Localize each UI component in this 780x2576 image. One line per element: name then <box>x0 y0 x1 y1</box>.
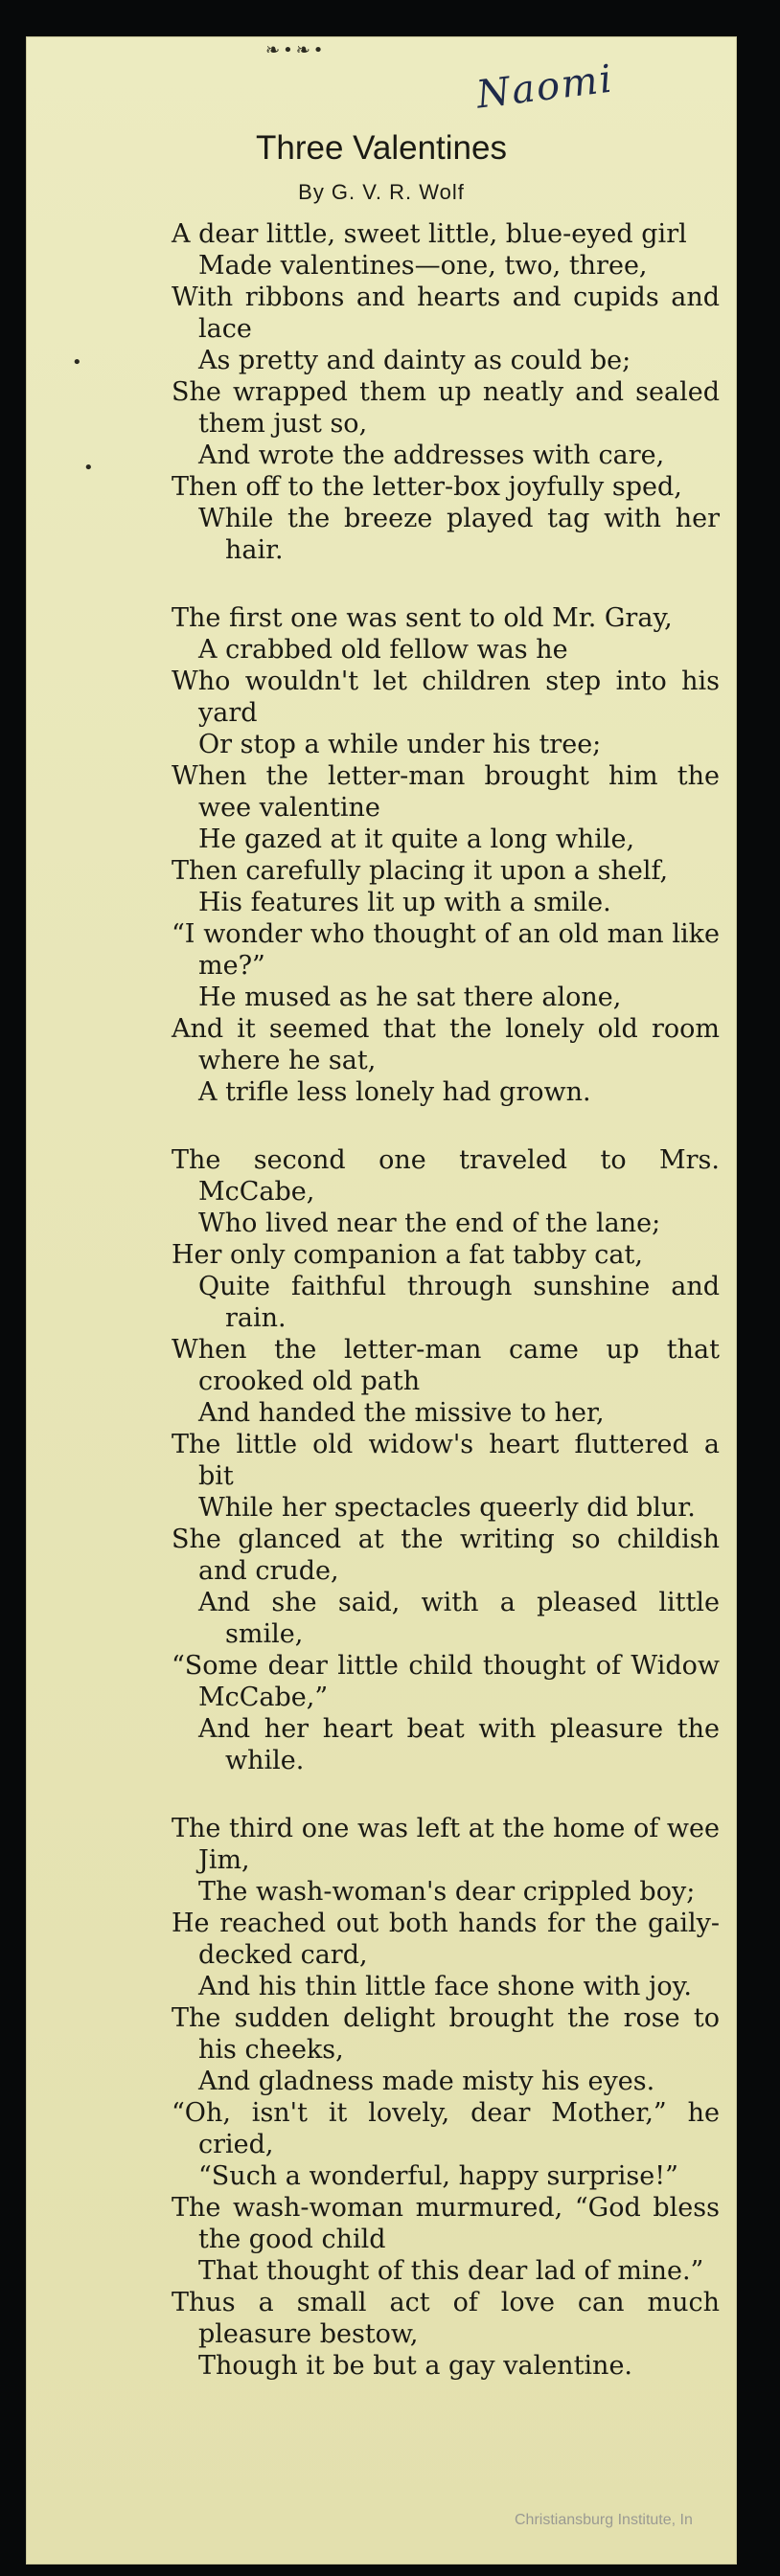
poem-line: The little old widow's heart fluttered a bit <box>172 1430 720 1491</box>
poem-line: When the letter-man came up that crooked old path <box>172 1335 720 1396</box>
poem-line: She glanced at the writing so childish and crude, <box>172 1525 720 1586</box>
poem-line: Or stop a while under his tree; <box>198 730 602 759</box>
poem-line: And his thin little face shone with joy. <box>198 1972 692 2001</box>
poem-line: He mused as he sat there alone, <box>198 983 622 1012</box>
poem-line: As pretty and dainty as could be; <box>198 346 631 375</box>
poem-line: He reached out both hands for the gaily-decked card, <box>172 1909 720 1970</box>
poem-line: The wash-woman's dear crippled boy; <box>198 1877 696 1907</box>
poem-line: The sudden delight brought the rose to his cheeks, <box>172 2003 720 2065</box>
poem-title: Three Valentines <box>255 129 507 167</box>
stanza <box>26 218 737 566</box>
poem-line: And her heart beat with pleasure the while. <box>198 1714 720 1775</box>
stray-mark: • <box>83 458 94 478</box>
poem-line: His features lit up with a smile. <box>198 888 611 917</box>
poem-line: Thus a small act of love can much pleasure bestow, <box>172 2288 720 2349</box>
poem-line: “Some dear little child thought of Widow McCabe,” <box>172 1651 720 1712</box>
poem-line: And she said, with a pleased little smile, <box>198 1588 720 1649</box>
poem-line: The third one was left at the home of wee Jim, <box>172 1814 720 1875</box>
poem-line: Quite faithful through sunshine and rain. <box>198 1272 720 1333</box>
poem-line: Though it be but a gay valentine. <box>198 2351 633 2381</box>
ornament-mark: ❧•❧• <box>265 40 327 60</box>
poem-line: “I wonder who thought of an old man like me?” <box>172 919 720 981</box>
poem-line: He gazed at it quite a long while, <box>198 825 635 854</box>
poem-line: A dear little, sweet little, blue-eyed girl <box>172 219 687 249</box>
poem-line: Who lived near the end of the lane; <box>198 1209 661 1238</box>
poem-line: Then carefully placing it upon a shelf, <box>172 856 669 886</box>
poem-line: Her only companion a fat tabby cat, <box>172 1240 643 1270</box>
poem-line: That thought of this dear lad of mine.” <box>198 2256 704 2286</box>
newspaper-clipping <box>26 36 737 2565</box>
poem-line: A trifle less lonely had grown. <box>198 1077 591 1107</box>
poem-line: And handed the missive to her, <box>198 1398 605 1428</box>
poem-line: Then off to the letter-box joyfully sped, <box>172 472 682 502</box>
poem-line: “Oh, isn't it lovely, dear Mother,” he cried, <box>172 2098 720 2159</box>
poem-line: When the letter-man brought him the wee valentine <box>172 761 720 823</box>
stanza <box>26 602 737 1108</box>
poem-line: “Such a wonderful, happy surprise!” <box>198 2161 678 2191</box>
stray-mark: • <box>72 352 82 373</box>
poem-line: And it seemed that the lonely old room where he sat, <box>172 1014 720 1075</box>
poem-line: Who wouldn't let children step into his yard <box>172 667 720 728</box>
poem-line: And gladness made misty his eyes. <box>198 2067 655 2096</box>
handwritten-note: Naomi <box>473 56 616 118</box>
poem-line: A crabbed old fellow was he <box>198 635 568 665</box>
poem-line: While the breeze played tag with her hair. <box>198 504 720 565</box>
poem-line: With ribbons and hearts and cupids and lace <box>172 282 720 344</box>
archive-watermark: Christiansburg Institute, In <box>515 2512 693 2528</box>
poem-line: The wash-woman murmured, “God bless the good child <box>172 2193 720 2254</box>
stanza <box>26 1813 737 2382</box>
poem-line: The second one traveled to Mrs. McCabe, <box>172 1145 720 1207</box>
poem-byline: By G. V. R. Wolf <box>298 180 465 204</box>
poem-line: Made valentines—one, two, three, <box>198 251 648 281</box>
poem-line: And wrote the addresses with care, <box>198 441 665 470</box>
stanza <box>26 1144 737 1776</box>
poem-line: While her spectacles queerly did blur. <box>198 1493 696 1523</box>
poem-line: The first one was sent to old Mr. Gray, <box>172 603 673 633</box>
poem-line: She wrapped them up neatly and sealed them just so, <box>172 377 720 439</box>
poem-body <box>26 218 737 2418</box>
